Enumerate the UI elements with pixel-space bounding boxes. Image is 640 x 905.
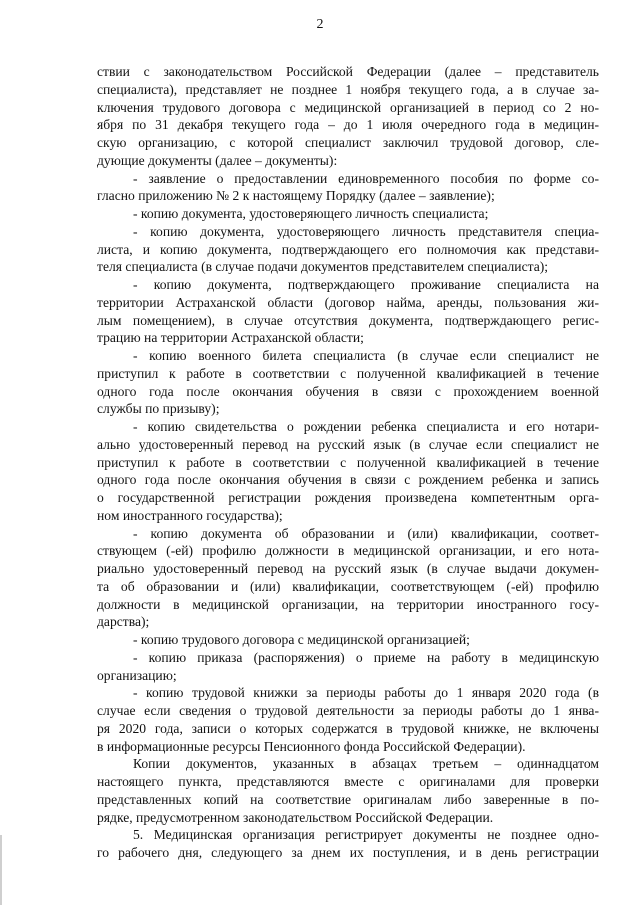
text-line: одного года после окончания обучения в связи с рождением ребенка и запись xyxy=(97,472,599,488)
text-line: - заявление о предоставлении единовременного пособия по форме со- xyxy=(133,170,599,186)
page-number: 2 xyxy=(316,17,324,32)
text-line: скую организацию, с которой специалист заключил трудовой договор, сле- xyxy=(97,135,599,150)
text-line: приступил к работе в соответствии с полученной квалификацией в течение xyxy=(97,365,599,381)
text-line: та об образовании и (или) квалификации, соответствующем (-ей) профилю xyxy=(97,578,599,594)
text-line: го рабочего дня, следующего за днем их поступления, и в день регистрации xyxy=(97,845,599,860)
text-line: - копию документа, подтверждающего проживание специалиста на xyxy=(133,277,599,292)
text-line: ября по 31 декабря текущего года – до 1 июля очередного года в медицин- xyxy=(97,117,599,133)
text-line: службы по призыву); xyxy=(97,401,220,417)
document-body xyxy=(97,63,599,862)
text-line: организацию; xyxy=(97,667,177,683)
text-line: риально удостоверенный перевод на русский язык (в случае выдачи докумен- xyxy=(97,561,599,576)
text-line: ствии с законодательством Российской Федерации (далее – представитель xyxy=(97,64,599,79)
text-line: рядке, предусмотренном законодательством Российской Федерации. xyxy=(97,809,494,825)
scan-edge-mark xyxy=(0,835,2,905)
text-line: приступил к работе в соответствии с полученной квалификацией в течение xyxy=(97,454,599,470)
text-line: - копию приказа (распоряжения) о приеме на работу в медицинскую xyxy=(133,649,599,665)
text-line: - копию документа об образовании и (или) квалификации, соответ- xyxy=(133,525,599,541)
text-line: трацию на территории Астраханской области; xyxy=(97,330,364,346)
text-line: дующие документы (далее – документы): xyxy=(97,152,338,168)
text-line: Копии документов, указанных в абзацах третьем – одиннадцатом xyxy=(133,756,599,772)
text-line: лым помещением), в случае отсутствия документа, подтверждающего регис- xyxy=(97,312,599,328)
text-line: - копию трудового договора с медицинской организацией; xyxy=(133,632,470,647)
text-line: о государственной регистрации рождения произведена компетентным орга- xyxy=(97,490,599,505)
text-line: настоящего пункта, представляются вместе с оригиналами для проверки xyxy=(97,774,599,789)
text-line: одного года после окончания обучения в связи с прохождением военной xyxy=(97,383,599,399)
text-line: - копию свидетельства о рождении ребенка специалиста и его нотари- xyxy=(133,419,599,434)
text-line: - копию военного билета специалиста (в случае если специалист не xyxy=(133,348,599,363)
text-line: - копию документа, удостоверяющего личность представителя специа- xyxy=(133,223,599,239)
text-line: 5. Медицинская организация регистрирует документы не позднее одно- xyxy=(133,827,599,843)
text-line: в информационные ресурсы Пенсионного фонда Российской Федерации). xyxy=(97,738,526,754)
text-line: должности в медицинской организации, на территории иностранного госу- xyxy=(97,596,599,612)
text-line: представленных копий на соответствие оригиналам либо заверенные в по- xyxy=(97,791,599,807)
text-line: ствующем (-ей) профилю должности в медицинской организации, и его нота- xyxy=(97,543,599,559)
text-line: ном иностранного государства); xyxy=(97,507,283,523)
text-line: дарства); xyxy=(97,614,150,630)
text-line: - копию документа, удостоверяющего личность специалиста; xyxy=(133,206,489,221)
text-line: - копию трудовой книжки за периоды работы до 1 января 2020 года (в xyxy=(133,685,599,701)
text-line: теля специалиста (в случае подачи документов представителем специалиста); xyxy=(97,259,549,275)
text-line: ключения трудового договора с медицинской организацией в период со 2 но- xyxy=(97,99,599,115)
text-line: случае если сведения о трудовой деятельности за периоды работы до 1 янва- xyxy=(97,703,599,718)
text-line: специалиста), представляет не позднее 1 ноября текущего года, а в случае за- xyxy=(97,81,599,97)
text-line: территории Астраханской области (договор найма, аренды, пользования жи- xyxy=(97,294,599,310)
text-line: ря 2020 года, записи о которых содержатся в трудовой книжке, не включены xyxy=(97,720,599,736)
text-line: ально удостоверенный перевод на русский язык (в случае если специалист не xyxy=(97,436,599,452)
text-line: листа, и копию документа, подтверждающего его полномочия как представи- xyxy=(97,241,599,257)
text-line: гласно приложению № 2 к настоящему Порядку (далее – заявление); xyxy=(97,188,495,204)
